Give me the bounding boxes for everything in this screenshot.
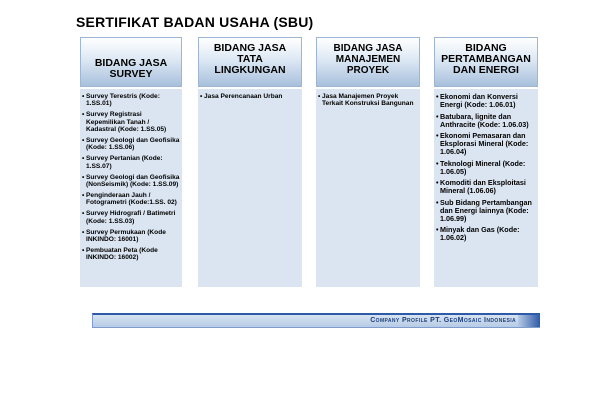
column-pertambangan-energi <box>434 37 538 287</box>
bullet-icon: • <box>82 93 85 100</box>
footer-text: Company Profile PT. GeoMosaic Indonesia <box>370 317 516 324</box>
list-item <box>82 247 180 262</box>
list-item <box>82 111 180 133</box>
list-item-text: Survey Registrasi Kepemilikan Tanah / Kadastral (Kode: 1.SS.05) <box>86 111 167 134</box>
list-item <box>82 174 180 189</box>
list-item-text: Teknologi Mineral (Kode: 1.06.05) <box>440 158 526 176</box>
list-item-text: Komoditi dan Eksploitasi Mineral (1.06.06) <box>440 178 526 195</box>
list-item-text: Sub Bidang Pertambangan dan Energi lainnya (Kode: 1.06.99) <box>440 197 532 223</box>
list-item-text: Ekonomi dan Konversi Energi (Kode: 1.06.01) <box>440 92 518 109</box>
bullet-icon: • <box>436 131 439 140</box>
list-item-text: Survey Terestris (Kode: 1.SS.01) <box>86 93 160 108</box>
list-item <box>436 179 536 195</box>
list-item <box>318 93 418 108</box>
list-item <box>82 192 180 207</box>
column-header: BIDANG JASA SURVEY <box>80 37 182 87</box>
bullet-icon: • <box>436 178 439 187</box>
bullet-icon: • <box>82 155 85 163</box>
list-item-text: Jasa Manajemen Proyek Terkait Konstruksi Bangunan <box>322 93 414 108</box>
list-item-text: Penginderaan Jauh / Fotogrametri (Kode:1.SS. 02) <box>86 191 177 207</box>
footer-bar <box>92 313 540 328</box>
column-body <box>316 89 420 287</box>
list-item <box>436 132 536 156</box>
list-item-text: Pembuatan Peta (Kode INKINDO: 16002) <box>86 246 158 262</box>
list-item-text: Jasa Perencanaan Urban <box>204 93 283 100</box>
list-item <box>82 155 180 170</box>
bullet-icon: • <box>82 111 85 119</box>
list-item-text: Ekonomi Pemasaran dan Eksplorasi Mineral (Kode: 1.06.04) <box>440 131 529 156</box>
bullet-icon: • <box>82 173 85 181</box>
footer-accent <box>518 315 540 327</box>
list-item-text: Minyak dan Gas (Kode: 1.06.02) <box>440 225 520 242</box>
column-header: BIDANG JASA TATA LINGKUNGAN <box>198 37 302 87</box>
list-item <box>82 210 180 225</box>
bullet-icon: • <box>436 225 439 234</box>
bullet-icon: • <box>82 228 85 236</box>
bullet-icon: • <box>82 191 85 199</box>
list-item <box>82 137 180 152</box>
list-item <box>436 160 536 176</box>
page-title: SERTIFIKAT BADAN USAHA (SBU) <box>76 14 314 30</box>
list-item-text: Survey Geologi dan Geofisika (Kode: 1.SS.06) <box>86 137 180 152</box>
list-item <box>82 93 180 108</box>
bullet-icon: • <box>318 93 321 100</box>
list-item <box>200 93 300 100</box>
column-body <box>80 89 182 287</box>
bullet-icon: • <box>82 210 85 218</box>
list-item-text: Batubara, lignite dan Anthracite (Kode: 1.06.03) <box>440 111 529 129</box>
bullet-icon: • <box>436 197 439 207</box>
column-header: BIDANG JASA MANAJEMEN PROYEK <box>316 37 420 87</box>
bullet-icon: • <box>436 92 439 101</box>
bullet-icon: • <box>82 137 85 145</box>
column-body <box>434 89 538 287</box>
bullet-icon: • <box>82 246 85 254</box>
list-item <box>436 199 536 223</box>
bullet-icon: • <box>436 111 439 121</box>
bullet-icon: • <box>436 158 439 168</box>
bullet-icon: • <box>200 93 203 100</box>
list-item-text: Survey Hidrografi / Batimetri (Kode: 1.SS.03) <box>86 210 176 225</box>
list-item-text: Survey Pertanian (Kode: 1.SS.07) <box>86 155 163 170</box>
column-body <box>198 89 302 287</box>
column-jasa-survey <box>80 37 182 287</box>
list-item-text: Survey Permukaan (Kode INKINDO: 16001) <box>86 228 166 243</box>
list-item <box>436 113 536 129</box>
list-item-text: Survey Geologi dan Geofisika (NonSeismik) (Kode: 1.SS.09) <box>86 173 180 189</box>
list-item <box>436 93 536 109</box>
column-jasa-manajemen-proyek <box>316 37 420 287</box>
list-item <box>436 226 536 242</box>
column-jasa-tata-lingkungan <box>198 37 302 287</box>
column-header: BIDANG PERTAMBANGAN DAN ENERGI <box>434 37 538 87</box>
list-item <box>82 229 180 244</box>
